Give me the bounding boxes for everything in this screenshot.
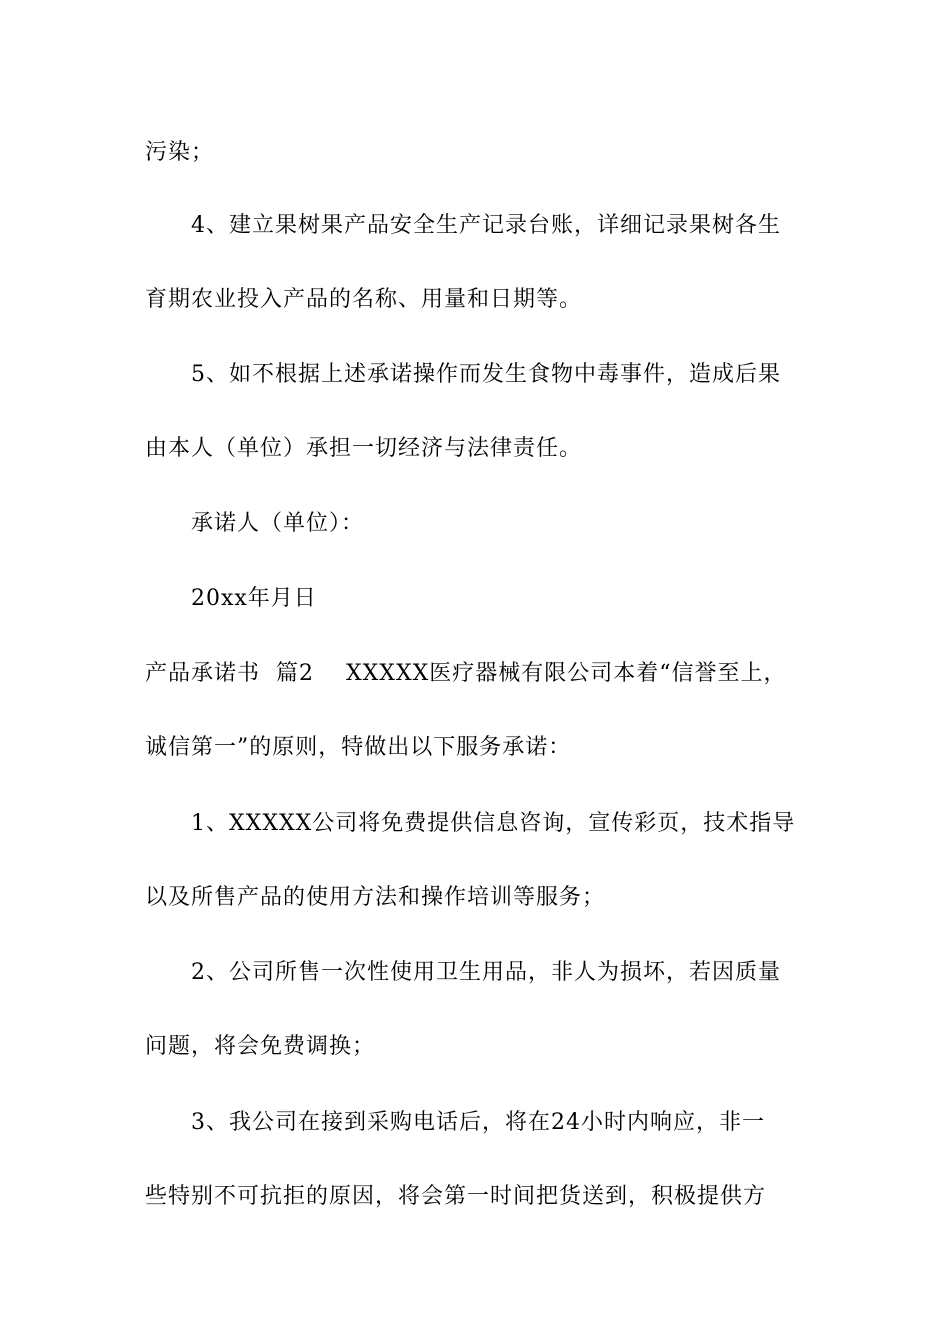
paragraph-line: 4、建立果树果产品安全生产记录台账，详细记录果树各生 [191, 213, 781, 238]
paragraph-line: 育期农业投入产品的名称、用量和日期等。 [145, 287, 583, 312]
section-heading-line: 产品承诺书 篇2 XXXXX医疗器械有限公司本着“信誉至上， [145, 661, 787, 686]
paragraph-line: 诚信第一”的原则，特做出以下服务承诺： [145, 735, 572, 760]
signatory-line: 承诺人（单位）： [191, 511, 365, 536]
paragraph-line: 1、XXXXX公司将免费提供信息咨询，宣传彩页，技术指导 [191, 811, 796, 836]
paragraph-line: 以及所售产品的使用方法和操作培训等服务； [145, 885, 606, 910]
paragraph-line: 2、公司所售一次性使用卫生用品，非人为损坏，若因质量 [191, 960, 781, 985]
paragraph-line: 污染； [145, 140, 215, 165]
paragraph-line: 由本人（单位）承担一切经济与法律责任。 [145, 436, 583, 461]
date-line: 20xx年月日 [191, 586, 317, 611]
paragraph-line: 问题，将会免费调换； [145, 1034, 376, 1059]
paragraph-line: 3、我公司在接到采购电话后，将在24小时内响应，非一 [191, 1110, 765, 1135]
paragraph-line: 5、如不根据上述承诺操作而发生食物中毒事件，造成后果 [191, 362, 781, 387]
paragraph-line: 些特别不可抗拒的原因，将会第一时间把货送到，积极提供方 [145, 1184, 767, 1209]
